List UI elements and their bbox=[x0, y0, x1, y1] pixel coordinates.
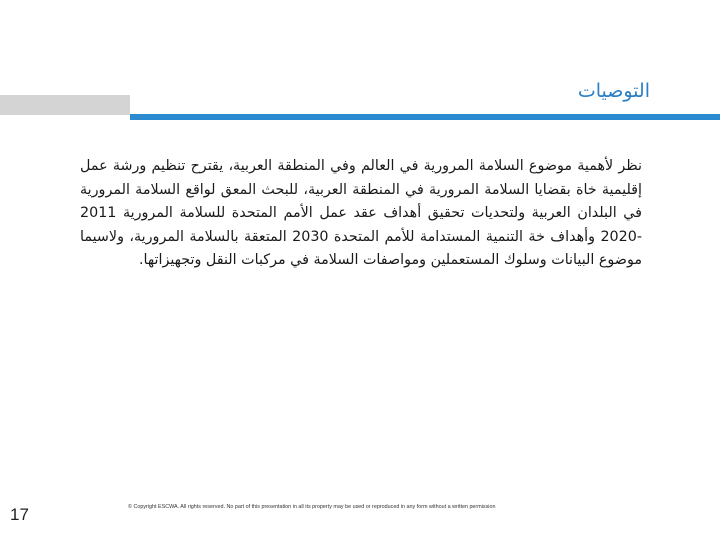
copyright-notice: © Copyright ESCWA. All rights reserved. No part of this presentation in all its property may be used or reproduced in any form without a written permission bbox=[128, 504, 496, 510]
header-accent-bar bbox=[130, 114, 720, 120]
body-paragraph: نظر لأهمية موضوع السلامة المرورية في العالم وفي المنطقة العربية، يقترح تنظيم ورشة عمل إقليمية خاة بقضايا السلامة المرورية في المنطقة العربية، للبحث المعق لواقع السلامة المرورية في البلدان العربية ولتحديات تحقيق أهداف عقد عمل الأمم المتحدة للسلامة المرورية 2011 -2020 وأهداف خة التنمية المستدامة للأمم المتحدة 2030 المتعقة بالسلامة المرورية، ولاسيما موضوع البيانات وسلوك المستعملين ومواصفات السلامة في مركبات النقل وتجهيزاتها. bbox=[80, 158, 642, 269]
slide-title: التوصيات bbox=[577, 80, 650, 102]
page-number: 17 bbox=[10, 505, 29, 524]
header-gray-bar bbox=[0, 95, 130, 115]
